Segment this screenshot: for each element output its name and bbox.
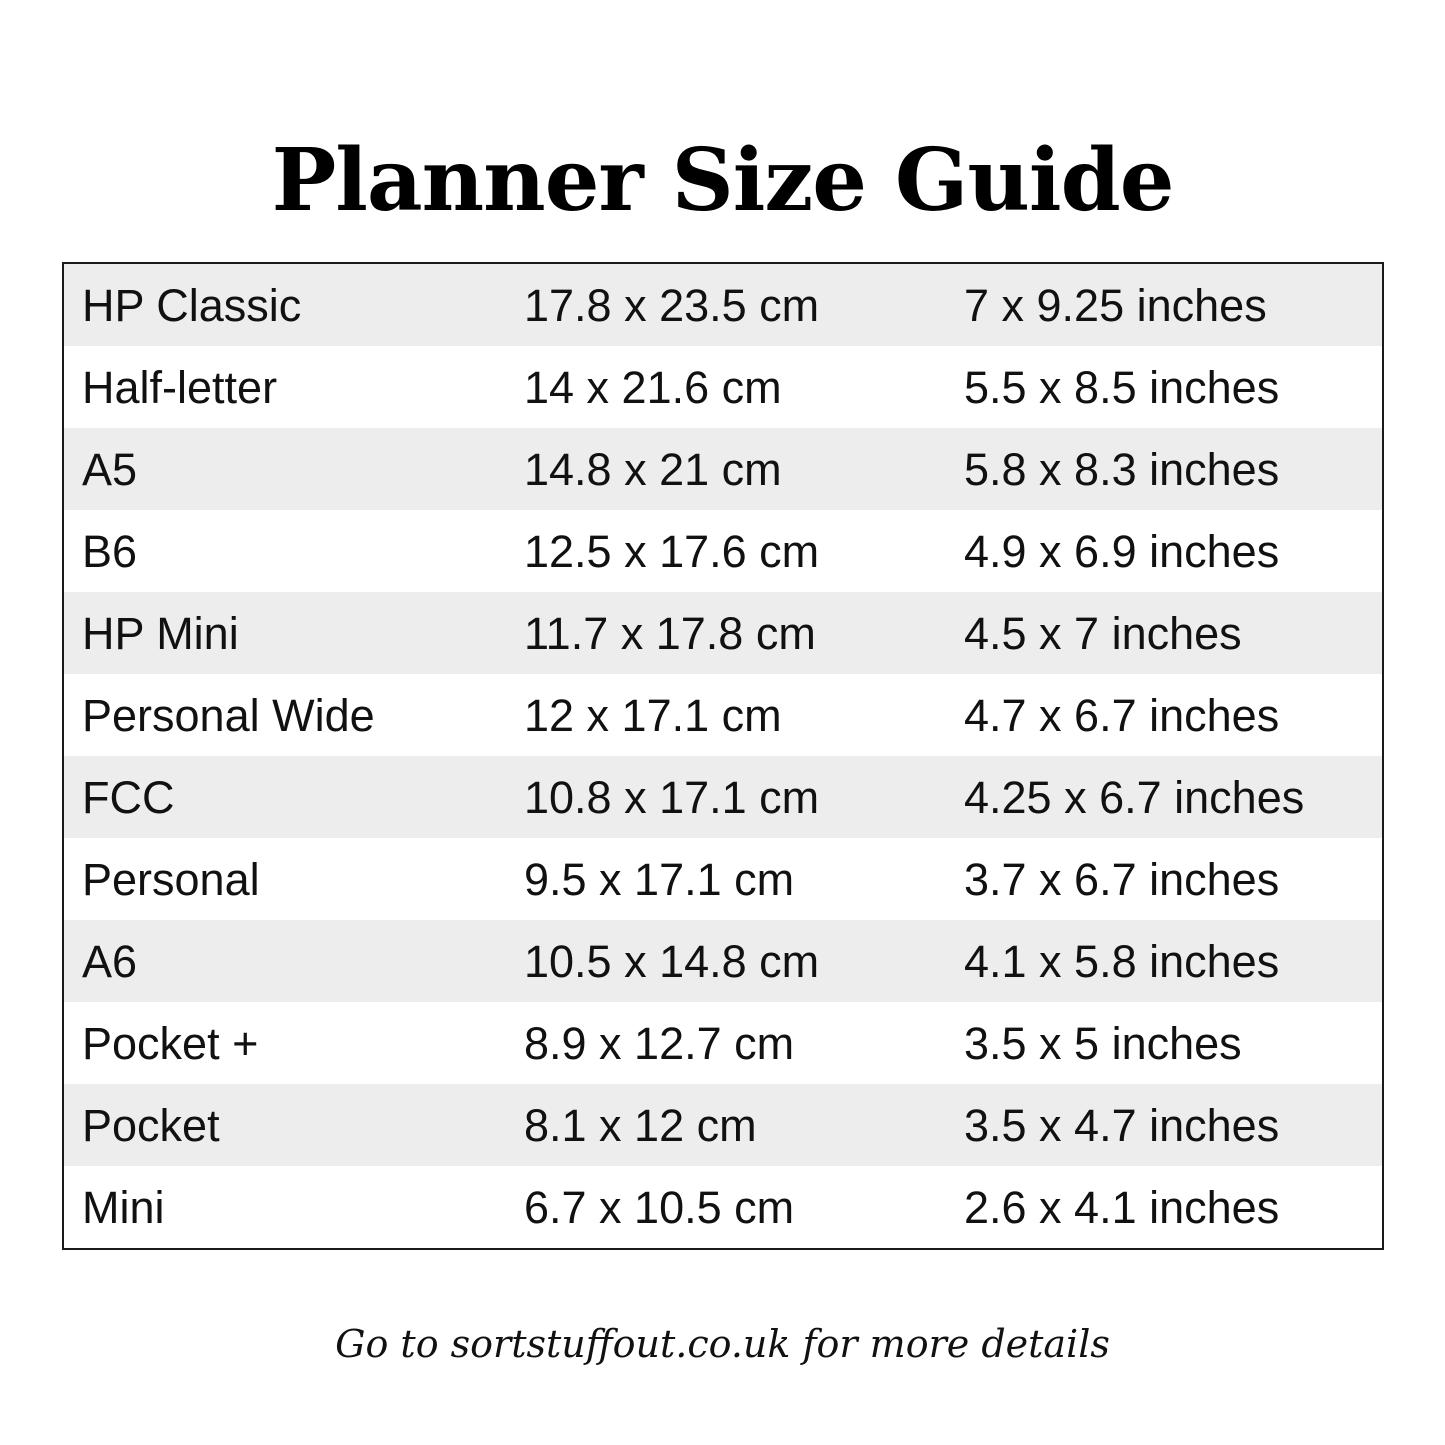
cell-size-name: HP Mini — [82, 610, 239, 656]
page-title: Planner Size Guide — [271, 130, 1174, 231]
cell-size-inches: 2.6 x 4.1 inches — [964, 1184, 1280, 1230]
table-row — [64, 1166, 1382, 1248]
cell-size-inches: 4.5 x 7 inches — [964, 610, 1242, 656]
size-table — [62, 262, 1384, 1250]
cell-size-name: Personal Wide — [82, 692, 375, 738]
cell-size-name: FCC — [82, 774, 175, 820]
cell-size-inches: 3.5 x 5 inches — [964, 1020, 1242, 1066]
cell-size-cm: 17.8 x 23.5 cm — [524, 282, 820, 328]
cell-size-name: Mini — [82, 1184, 165, 1230]
table-row — [64, 674, 1382, 756]
cell-size-cm: 8.9 x 12.7 cm — [524, 1020, 795, 1066]
cell-size-inches: 5.8 x 8.3 inches — [964, 446, 1280, 492]
cell-size-cm: 10.8 x 17.1 cm — [524, 774, 820, 820]
cell-size-inches: 4.25 x 6.7 inches — [964, 774, 1305, 820]
cell-size-inches: 7 x 9.25 inches — [964, 282, 1267, 328]
table-row — [64, 838, 1382, 920]
cell-size-cm: 11.7 x 17.8 cm — [524, 610, 816, 656]
cell-size-cm: 8.1 x 12 cm — [524, 1102, 757, 1148]
cell-size-inches: 3.7 x 6.7 inches — [964, 856, 1280, 902]
cell-size-name: Pocket — [82, 1102, 220, 1148]
cell-size-name: HP Classic — [82, 282, 302, 328]
table-row — [64, 1002, 1382, 1084]
table-row — [64, 428, 1382, 510]
cell-size-inches: 3.5 x 4.7 inches — [964, 1102, 1280, 1148]
table-row — [64, 756, 1382, 838]
table-row — [64, 1084, 1382, 1166]
table-row — [64, 510, 1382, 592]
cell-size-name: Half-letter — [82, 364, 278, 410]
cell-size-cm: 12 x 17.1 cm — [524, 692, 782, 738]
cell-size-cm: 14.8 x 21 cm — [524, 446, 782, 492]
cell-size-name: Personal — [82, 856, 260, 902]
table-row — [64, 264, 1382, 346]
cell-size-name: A5 — [82, 446, 138, 492]
cell-size-cm: 6.7 x 10.5 cm — [524, 1184, 795, 1230]
cell-size-cm: 9.5 x 17.1 cm — [524, 856, 795, 902]
cell-size-inches: 4.1 x 5.8 inches — [964, 938, 1280, 984]
cell-size-name: A6 — [82, 938, 138, 984]
cell-size-name: B6 — [82, 528, 138, 574]
table-row — [64, 346, 1382, 428]
cell-size-inches: 4.9 x 6.9 inches — [964, 528, 1280, 574]
table-row — [64, 920, 1382, 1002]
cell-size-inches: 5.5 x 8.5 inches — [964, 364, 1280, 410]
cell-size-name: Pocket + — [82, 1020, 259, 1066]
cell-size-cm: 14 x 21.6 cm — [524, 364, 782, 410]
table-row — [64, 592, 1382, 674]
cell-size-cm: 10.5 x 14.8 cm — [524, 938, 820, 984]
footer-note: Go to sortstuffout.co.uk for more details — [335, 1322, 1110, 1366]
cell-size-inches: 4.7 x 6.7 inches — [964, 692, 1280, 738]
cell-size-cm: 12.5 x 17.6 cm — [524, 528, 820, 574]
